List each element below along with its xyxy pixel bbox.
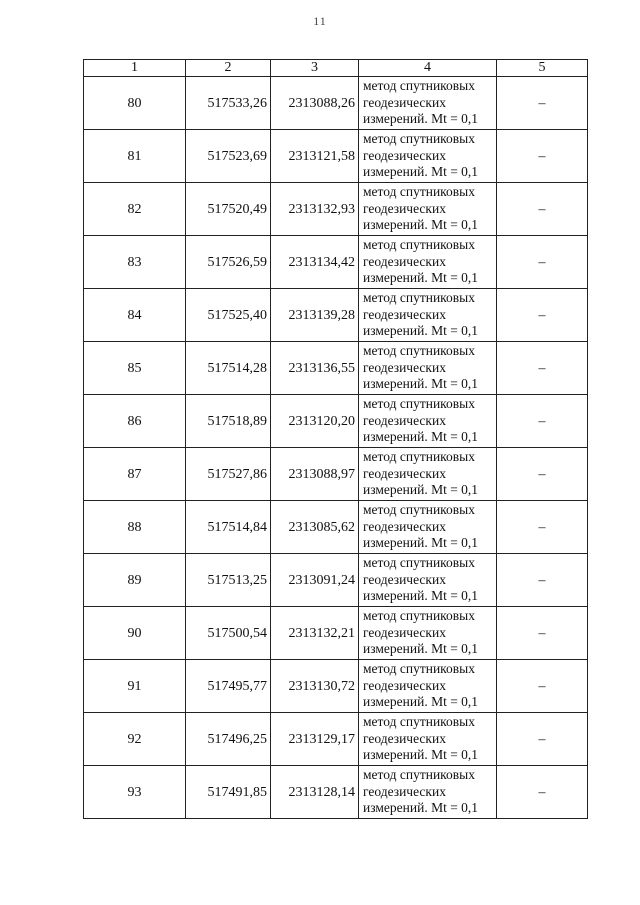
table-row bbox=[84, 448, 588, 501]
note-cell: – bbox=[497, 342, 588, 395]
page-number: 11 bbox=[313, 14, 327, 28]
method-line-3: измерений. Mt = 0,1 bbox=[363, 535, 479, 551]
note-cell: – bbox=[497, 395, 588, 448]
method-cell bbox=[359, 236, 497, 289]
x-coordinate-cell: 517523,69 bbox=[186, 130, 271, 183]
y-coordinate-cell: 2313129,17 bbox=[271, 713, 359, 766]
method-line-1: метод спутниковых bbox=[363, 131, 475, 147]
note-cell: – bbox=[497, 766, 588, 819]
point-number-cell: 85 bbox=[84, 342, 186, 395]
method-line-1: метод спутниковых bbox=[363, 502, 475, 518]
method-line-3: измерений. Mt = 0,1 bbox=[363, 323, 479, 339]
method-line-2: геодезических bbox=[363, 147, 446, 163]
method-line-1: метод спутниковых bbox=[363, 78, 475, 94]
method-line-2: геодезических bbox=[363, 200, 446, 216]
x-coordinate-cell: 517525,40 bbox=[186, 289, 271, 342]
method-cell bbox=[359, 342, 497, 395]
note-cell: – bbox=[497, 713, 588, 766]
method-line-3: измерений. Mt = 0,1 bbox=[363, 429, 479, 445]
note-cell: – bbox=[497, 77, 588, 130]
table-row bbox=[84, 77, 588, 130]
method-cell bbox=[359, 183, 497, 236]
y-coordinate-cell: 2313088,97 bbox=[271, 448, 359, 501]
point-number-cell: 80 bbox=[84, 77, 186, 130]
table-row bbox=[84, 289, 588, 342]
point-number-cell: 93 bbox=[84, 766, 186, 819]
method-cell bbox=[359, 501, 497, 554]
table-row bbox=[84, 130, 588, 183]
method-line-2: геодезических bbox=[363, 518, 446, 534]
method-line-1: метод спутниковых bbox=[363, 449, 475, 465]
note-cell: – bbox=[497, 448, 588, 501]
y-coordinate-cell: 2313091,24 bbox=[271, 554, 359, 607]
y-coordinate-cell: 2313136,55 bbox=[271, 342, 359, 395]
method-line-2: геодезических bbox=[363, 359, 446, 375]
note-cell: – bbox=[497, 554, 588, 607]
x-coordinate-cell: 517495,77 bbox=[186, 660, 271, 713]
table-row bbox=[84, 660, 588, 713]
point-number-cell: 92 bbox=[84, 713, 186, 766]
table-row bbox=[84, 183, 588, 236]
method-line-1: метод спутниковых bbox=[363, 714, 475, 730]
y-coordinate-cell: 2313085,62 bbox=[271, 501, 359, 554]
column-header-1: 1 bbox=[84, 60, 186, 77]
method-cell bbox=[359, 713, 497, 766]
method-cell bbox=[359, 77, 497, 130]
table-row bbox=[84, 766, 588, 819]
x-coordinate-cell: 517527,86 bbox=[186, 448, 271, 501]
y-coordinate-cell: 2313132,21 bbox=[271, 607, 359, 660]
x-coordinate-cell: 517518,89 bbox=[186, 395, 271, 448]
x-coordinate-cell: 517491,85 bbox=[186, 766, 271, 819]
method-line-1: метод спутниковых bbox=[363, 184, 475, 200]
x-coordinate-cell: 517520,49 bbox=[186, 183, 271, 236]
note-cell: – bbox=[497, 183, 588, 236]
method-cell bbox=[359, 554, 497, 607]
table-header-row bbox=[84, 60, 588, 77]
x-coordinate-cell: 517514,28 bbox=[186, 342, 271, 395]
method-cell bbox=[359, 395, 497, 448]
point-number-cell: 83 bbox=[84, 236, 186, 289]
note-cell: – bbox=[497, 130, 588, 183]
point-number-cell: 84 bbox=[84, 289, 186, 342]
table-row bbox=[84, 713, 588, 766]
method-line-1: метод спутниковых bbox=[363, 396, 475, 412]
method-line-2: геодезических bbox=[363, 783, 446, 799]
column-header-3: 3 bbox=[271, 60, 359, 77]
y-coordinate-cell: 2313139,28 bbox=[271, 289, 359, 342]
column-header-5: 5 bbox=[497, 60, 588, 77]
table-body bbox=[84, 77, 588, 819]
method-cell bbox=[359, 448, 497, 501]
method-line-1: метод спутниковых bbox=[363, 661, 475, 677]
method-cell bbox=[359, 130, 497, 183]
point-number-cell: 87 bbox=[84, 448, 186, 501]
method-line-2: геодезических bbox=[363, 306, 446, 322]
point-number-cell: 89 bbox=[84, 554, 186, 607]
method-line-2: геодезических bbox=[363, 677, 446, 693]
point-number-cell: 86 bbox=[84, 395, 186, 448]
table-row bbox=[84, 236, 588, 289]
method-line-1: метод спутниковых bbox=[363, 555, 475, 571]
x-coordinate-cell: 517496,25 bbox=[186, 713, 271, 766]
note-cell: – bbox=[497, 501, 588, 554]
table-row bbox=[84, 554, 588, 607]
method-line-2: геодезических bbox=[363, 624, 446, 640]
method-line-1: метод спутниковых bbox=[363, 608, 475, 624]
method-line-3: измерений. Mt = 0,1 bbox=[363, 164, 479, 180]
column-header-4: 4 bbox=[359, 60, 497, 77]
method-line-2: геодезических bbox=[363, 730, 446, 746]
coordinates-table bbox=[83, 59, 588, 819]
x-coordinate-cell: 517526,59 bbox=[186, 236, 271, 289]
note-cell: – bbox=[497, 236, 588, 289]
table-row bbox=[84, 395, 588, 448]
note-cell: – bbox=[497, 289, 588, 342]
method-cell bbox=[359, 660, 497, 713]
y-coordinate-cell: 2313134,42 bbox=[271, 236, 359, 289]
point-number-cell: 91 bbox=[84, 660, 186, 713]
method-line-1: метод спутниковых bbox=[363, 343, 475, 359]
y-coordinate-cell: 2313132,93 bbox=[271, 183, 359, 236]
method-line-1: метод спутниковых bbox=[363, 767, 475, 783]
note-cell: – bbox=[497, 607, 588, 660]
x-coordinate-cell: 517500,54 bbox=[186, 607, 271, 660]
point-number-cell: 82 bbox=[84, 183, 186, 236]
y-coordinate-cell: 2313128,14 bbox=[271, 766, 359, 819]
method-line-3: измерений. Mt = 0,1 bbox=[363, 588, 479, 604]
x-coordinate-cell: 517513,25 bbox=[186, 554, 271, 607]
method-cell bbox=[359, 766, 497, 819]
method-line-2: геодезических bbox=[363, 253, 446, 269]
method-line-1: метод спутниковых bbox=[363, 237, 475, 253]
method-line-1: метод спутниковых bbox=[363, 290, 475, 306]
point-number-cell: 90 bbox=[84, 607, 186, 660]
x-coordinate-cell: 517514,84 bbox=[186, 501, 271, 554]
method-line-3: измерений. Mt = 0,1 bbox=[363, 111, 479, 127]
method-line-3: измерений. Mt = 0,1 bbox=[363, 482, 479, 498]
note-cell: – bbox=[497, 660, 588, 713]
table-row bbox=[84, 342, 588, 395]
method-line-3: измерений. Mt = 0,1 bbox=[363, 800, 479, 816]
y-coordinate-cell: 2313088,26 bbox=[271, 77, 359, 130]
method-line-3: измерений. Mt = 0,1 bbox=[363, 376, 479, 392]
method-line-3: измерений. Mt = 0,1 bbox=[363, 270, 479, 286]
y-coordinate-cell: 2313130,72 bbox=[271, 660, 359, 713]
x-coordinate-cell: 517533,26 bbox=[186, 77, 271, 130]
point-number-cell: 88 bbox=[84, 501, 186, 554]
method-line-3: измерений. Mt = 0,1 bbox=[363, 694, 479, 710]
method-line-3: измерений. Mt = 0,1 bbox=[363, 217, 479, 233]
method-line-3: измерений. Mt = 0,1 bbox=[363, 747, 479, 763]
method-line-2: геодезических bbox=[363, 412, 446, 428]
method-cell bbox=[359, 607, 497, 660]
method-line-2: геодезических bbox=[363, 571, 446, 587]
y-coordinate-cell: 2313120,20 bbox=[271, 395, 359, 448]
method-line-2: геодезических bbox=[363, 94, 446, 110]
point-number-cell: 81 bbox=[84, 130, 186, 183]
method-line-3: измерений. Mt = 0,1 bbox=[363, 641, 479, 657]
method-line-2: геодезических bbox=[363, 465, 446, 481]
table-row bbox=[84, 607, 588, 660]
column-header-2: 2 bbox=[186, 60, 271, 77]
method-cell bbox=[359, 289, 497, 342]
table-row bbox=[84, 501, 588, 554]
y-coordinate-cell: 2313121,58 bbox=[271, 130, 359, 183]
